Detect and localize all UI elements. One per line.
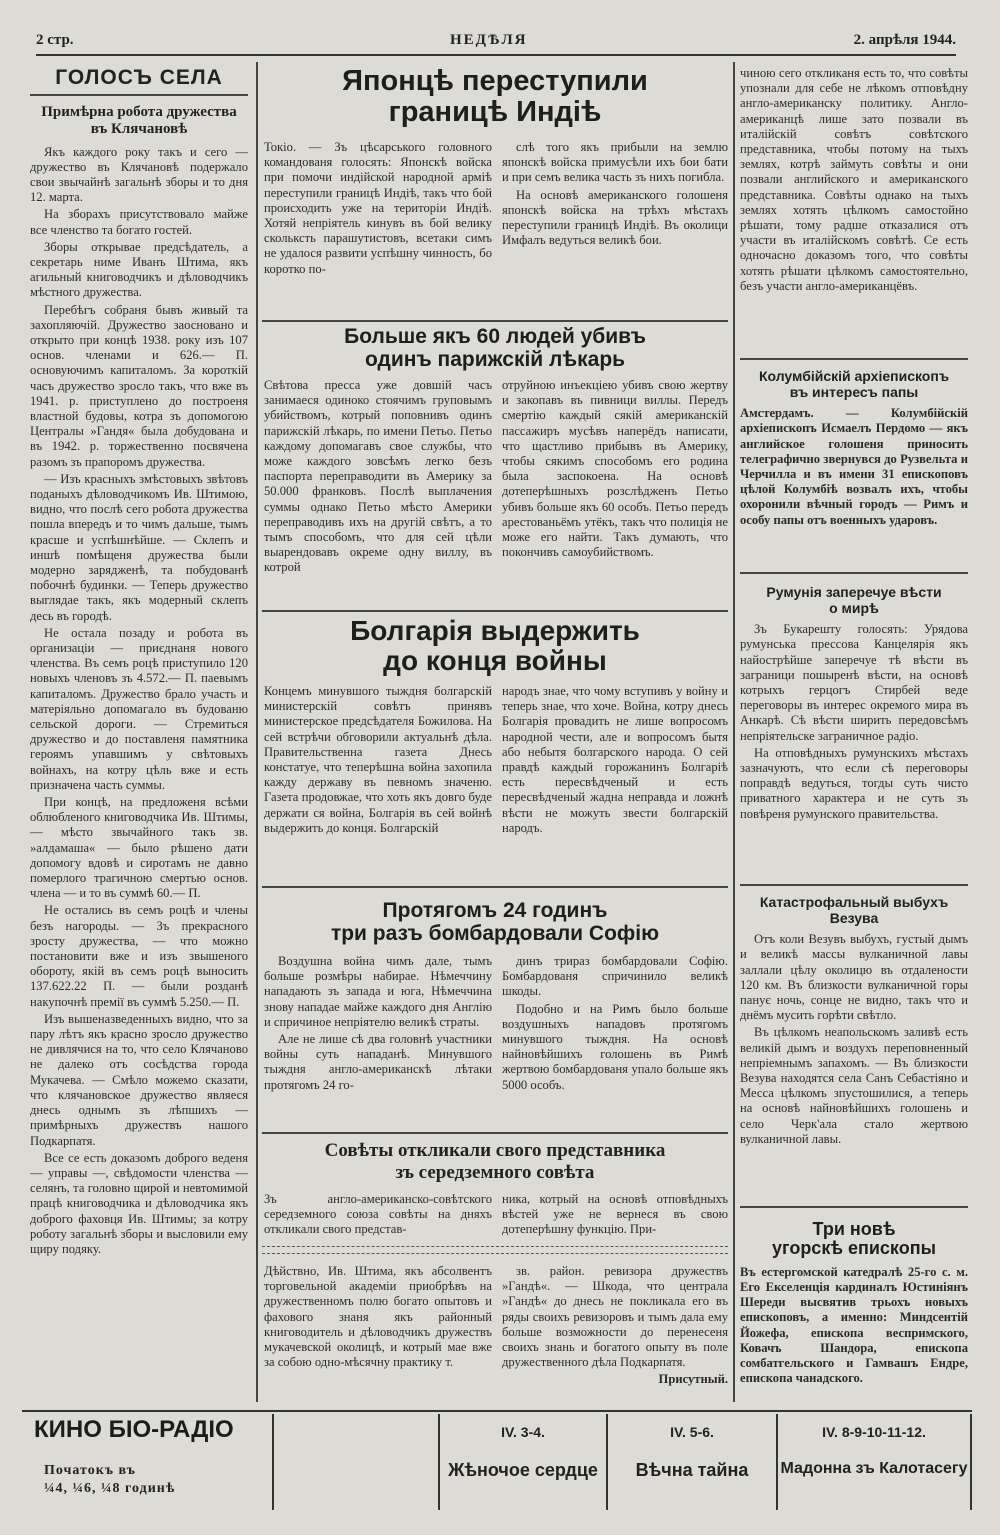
article-japan-col1: Токіо. — Зъ цѣсарського головного командованя голосять: Японскѣ войска при помочи индійской народной арміѣ переступили границѣ Индіѣ, такъ что бой происходить уже на територіи Индіѣ. Хотяй непріятель кинувъ въ бой велику скольксть парашутистовъ, всетаки симъ не удалося развити успѣшну чинность, бо коротко по- [264,140,492,276]
film-title: Жѣночое сердце [448,1460,598,1480]
article-doctor-col1: Свѣтова пресса уже довшій часъ занимаеся одиноко стоячимъ груповымъ убийствомъ, котрый поповнивъ одинъ парижскій лѣкарь, по имени Петьо. Петьо каждому допомагавъ свое службы, что може каждого зовсѣмъ легко безъ паспорта переправодити въ Америку за 50.000 франковъ. Послѣ выплачения суммы однако Петьо мѣсто Америки переправодивъ ихъ на другій свѣтъ, а то тымъ способомъ, что для сей цѣли выарендовавъ окреме одну виллу, въ котрой [264,378,492,575]
headline-line1: Три новѣ [812,1220,896,1239]
headline-line2: одинъ парижскій лѣкарь [364,347,626,371]
paragraph: Не остались въ семъ роцѣ и члены безъ нагороды. — Зъ прекрасного зросту дружества, — что можно постановити вже и изъ звышеного обороту, якій въ семъ роцѣ выносить 137.622.22 П. — были розданѣ накупочнѣ премії въ суммѣ 5.250.— П. [30,903,248,1009]
article-body: Въ естергомской катедралѣ 25-го с. м. Его Екселенція кардиналъ Юстиніянъ Шереди высвятив трьохъ новыхъ епископовъ, а именно: Миндсентій Йожефа, епископа веспримского, Ковачъ Шандора, епископа сомбатгельского и Гамвашъ Ендре, епископа чанадского. [740,1264,968,1386]
show-dates: IV. 8-9-10-11-12. [822,1424,926,1440]
section-title: ГОЛОСЪ СЕЛА [30,66,248,96]
article-body [740,932,968,1147]
article-sofia-heading [262,900,728,952]
column-rule-right [733,62,735,1402]
article-soviets-col2: ника, котрый на основѣ отповѣдныхъ вѣстей уже не вернеся въ свою дотеперѣшну функцію. При- [502,1192,728,1237]
show-dates: IV. 3-4. [501,1424,545,1440]
article-sofia-col2 [502,954,728,1134]
article-divider [740,884,968,886]
show-1 [438,1414,606,1510]
headline-line2: въ интересъ папы [789,384,919,401]
article-bishops [740,1220,968,1402]
film-title: Мадонна зъ Калотасегу [780,1460,968,1477]
page-header [36,30,956,56]
paragraph: Не остала позаду и робота въ организаціи — приєднаня нового членства. Въ семъ роцѣ приступило 120 новыхъ членовъ зъ 4.572.— П. паевымъ капиталомъ. Дружество брало участь и матеріяльно допомагало въ будованю сельской дороги. — Стремиться дружество и до поставленя памятника героямъ упавшимъ у свѣтовыхъ войнахъ, на котру цѣль вже и есть призначена часть суммы. [30,625,248,792]
show-2 [606,1414,776,1510]
article-divider [262,886,728,888]
paragraph: Зъ Букарешту голосять: Урядова румунська пресcова Канцелярія якъ найострѣйше заперечуе тѣ вѣсти въ заграници пошыренѣ вѣсти, на основѣ котрыхъ герцогъ Стирбей веде переговоры въ интерес окремого мира въ Анкарѣ. Сѣ вѣсти ширить передовсѣмъ непріятельске заграничное радіо. [740,622,968,743]
cinema-name: КИНО БІО-РАДІО [34,1416,234,1443]
article-divider [262,320,728,322]
article-signature: Присутный. [658,1372,728,1387]
article-title-line1: Примѣрна робота дружества [41,104,237,120]
article-romania [740,584,968,884]
headline-line1: Больше якъ 60 людей убивъ [344,326,646,348]
ad-top-rule [22,1410,972,1412]
article-title-line2: въ Клячановѣ [90,121,188,138]
headline-line1: Японцѣ переступили [342,66,648,97]
article-body [740,622,968,822]
headline-line1: Совѣты откликали свого представника [324,1140,666,1161]
article-colombia [740,368,968,568]
article-bulgaria-col1: Концемъ минувшого тыждня болгарскій министерскій совѣтъ принявъ министерское предсѣдателя Божилова. На сей встрѣчи обговорили актуальнѣ дѣла. Правительственна газета Днесь констатуе, что теперѣшна война захопила кажду державу въ певномъ значеню. Газета продовжае, что хоть якъ довго буде держати ся война, Болгарія въ сей войнѣ выдержить до конця. Болгарскій [264,684,492,835]
paragraph: На отповѣдныхъ румунскихъ мѣстахъ зазначують, что если сѣ переговоры поправдѣ ведуться, тогды суть чисто приватного характера и не суть зъ повѣреня румунского правительства. [740,745,968,821]
headline-line1: Протягомъ 24 годинъ [382,900,608,922]
issue-date: 2. апрѣля 1944. [853,32,956,48]
headline-line2: до конця войны [383,645,607,677]
paragraph: Перебѣгъ собраня бывъ живый та захопляючій. Дружество заосновано и открыто при концѣ 1938. року изъ 107 основ. членами и 626.— П. основуючимъ капиталомъ. За короткій часъ дружество зросло такъ, что вже въ 1941. р. приступлено до построеня властной будовы, котра зъ допомогою Централы »Гандя« была добудована и въ 1942. р. торжественно посвячена разомъ зъ прапоромъ дружества. [30,302,248,469]
headline-line2: угорскѣ епископы [772,1238,936,1259]
paragraph: слѣ того якъ прибыли на землю японскѣ войска примусѣли ихъ бои бати и при семъ велика часть зъ нихъ погибла. [502,140,728,185]
article-doctor-heading [262,326,728,376]
headline-line2: зъ середземного совѣта [395,1161,595,1183]
film-title: Вѣчна тайна [635,1460,749,1480]
headline-line1: Румунія заперечуе вѣсти [766,584,942,600]
article-sofia-col1 [264,954,492,1134]
headline-line2: о мирѣ [829,600,879,617]
page-number: 2 стр. [36,32,74,48]
article-divider [740,358,968,360]
paragraph: На зборахъ присутствовало майже все членство та богато гостей. [30,207,248,237]
headline-line2: границѣ Индіѣ [388,96,602,129]
column-rule-left [256,62,258,1402]
paragraph: Все се есть доказомъ доброго веденя — управы —, свѣдомости членства — селянъ, та головно щирой и невтомимой працѣ книговодчика и дѣловодчика якъ доброго фаховця Ив. Штимы; за котру роботу загальнѣ зборы и высловили ему щиру подяку. [30,1150,248,1256]
paragraph: Зборы открывае предсѣдатель, а секретарь ниме Иванъ Штима, якъ агильный книговодчикъ и дѣловодчикъ мѣстного дружества. [30,239,248,300]
article-bulgaria-col2: народъ знае, что чому вступивъ у войну и теперь знае, что хоче. Война, котру днесь Болгарія провадить не лише вопросомъ народной чести, але и вопросомъ бытя або небытя болгарского народа. О сей правдѣ каждый горожанинъ Болгаріѣ есть пересвѣдченый и есть пересвѣдченый жадна неправда и ложнѣ вѣсти не можуть звести болгарскій народъ. [502,684,728,835]
cinema-advertisement [22,1410,972,1510]
paragraph: Изъ вышеназведенныхъ видно, что за пару лѣтъ якъ красно зросло дружество не дивлячися на то, что село Клячаново не далеко отъ сосѣдства города Мукачева. — Смѣло можемо сказати, что клячановское дружество являеся днесь однымъ зъ лѣпшихъ — примѣрныхъ дружествъ нашого Подкарпатя. [30,1011,248,1148]
headline-line1: Колумбійскій архіепископъ [758,368,950,384]
newspaper-name: НЕДѢЛЯ [450,32,528,48]
article-vesuvius [740,894,968,1200]
paragraph: — Изъ красныхъ змѣстовыхъ звѣтовъ поданыхъ дѣловодчикомъ Ив. Штимою, видно, что послѣ сего робота дружества пошла впередъ и то чимъ дальше, тымъ красше и успѣшнѣйше. — Склепъ и иншѣ помѣщеня дружества были модерно зарядженѣ, та побудованѣ побочнѣ будинки. — Теперь дружество выглядае такъ, якъ модерный склепъ десь въ городѣ. [30,471,248,623]
left-column [30,66,248,1406]
article-body: Амстердамъ. — Колумбійскій архіепископъ Исмаелъ Пердомо — якъ английское голошеня приносить телеграфично звернувся до Рузвельта и Черчилла и въ имени 31 епископовъ цѣлой Колумбіѣ возвалъ ихъ, чтобы охоронили вѣчный городъ — Римъ и особу папы отъ военныхъ ударовъ. [740,406,968,527]
headline-line1: Катастрофальный выбухъ [759,894,949,910]
paragraph: Отъ коли Везувъ выбухъ, густый дымъ и великѣ массы вулканичной лавы заллали цѣлу околицю въ отдалености 120 км. Въ близкости вулканичной горы панує ночь, сонце не видно, такъ что и днёмъ мусить горѣти свѣтло. [740,932,968,1023]
article-soviets-col1: Зъ англо-американско-совѣтского середземного союза совѣты на дняхъ откликали свого представ- [264,1192,492,1237]
wave-divider [262,1244,728,1258]
divider-ornament [262,1246,728,1254]
right-article-cont: чиною сего откликаня есть то, что совѣты упознали для себе не лѣкомъ отповѣдну англо-американску политику. Англо-американцѣ лише зато позвали въ италійскій совѣтъ совѣтского представника, чтобы потому на тыхъ землях, котрѣ займуть совѣты и они позвали английского и американского представника. Совѣты однако на тыхъ землях хотять цѣлкомъ самостойно рѣшати, тому радше отказалися отъ участи въ италійскомъ совѣтѣ. Се есть одночасно доказомъ того, что совѣты хотять рѣшати цѣлкомъ самостоятельно, безъ участи англо-американцёвъ. [740,66,968,293]
article-doctor-col2: отруйною инъекціею убивъ свою жертву и закопавъ въ пивници виллы. Передъ смертію каждый сякій американскій пассажиръ мусѣвъ наперёдъ написати, что щастливо прибывъ въ Америку, чтобы сякимъ способомъ его родина была заспокоена. На основѣ дотеперѣшныхъ розслѣдженъ Петьо убивъ больше якъ 60 особъ. Петьо передъ арестованьёмъ утёкъ, такъ что полиція не може его найти. Такъ думають, что покончивъ самоубийствомъ. [502,378,728,560]
paragraph: зв. район. ревизора дружествъ »Гандѣ«. — Шкода, что централа »Гандѣ« до днесь не покликала его въ ряды своихъ ревизоровъ и тымъ дала ему больше возможности до перенесеня своихъ знань и богатого опыту въ поле дружественного дѣла Подкарпатя. [502,1264,728,1370]
article-cont-col2 [502,1264,728,1404]
article-divider [740,572,968,574]
show-3 [776,1414,972,1510]
article-soviets-heading [262,1140,728,1190]
showtimes [44,1462,175,1498]
headline-line2: Везува [829,910,879,927]
article-bulgaria-heading [262,616,728,686]
showtimes-label: Початокъ въ [44,1463,136,1478]
paragraph: Подобно и на Римъ было больше воздушныхъ нападовъ протягомъ минувшого тыждня. На основѣ найновѣйшихъ голошень въ Римѣ жертвою бомбардованя упало больше якъ 5000 особъ. [502,1001,728,1092]
show-1-frame [272,1414,438,1510]
showtimes-hours: ¼4, ¼6, ¼8 годинѣ [44,1481,176,1496]
show-dates: IV. 5-6. [670,1424,714,1440]
article-divider [262,610,728,612]
paragraph: Въ цѣлкомъ неапольскомъ заливѣ есть великій дымъ и воздухъ переповненный непріемнымъ запахомъ. — Въ близкости Везува находятся села Санъ Себастіяно и Месса цѣлкомъ зпустошилися, а теперь на основѣ найновѣйшихъ голошень и село Черк'ала стало жертвою вулканичной лавы. [740,1025,968,1146]
paragraph: Якъ каждого року такъ и сего — дружество въ Клячановѣ подержало свои звычайнѣ загальнѣ зборы и то дня 12. марта. [30,144,248,205]
article-body [30,145,248,1258]
headline-line2: три разъ бомбардовали Софію [330,921,660,945]
paragraph: На основѣ американского голошеня японскѣ войска на трѣхъ мѣстахъ переступили границѣ Индіѣ. Въ околици Имфалъ ведуться великѣ бои. [502,187,728,248]
article-divider [262,1132,728,1134]
paragraph: Воздушна война чимъ дале, тымъ больше розмѣры набирае. Нѣмеччину нападають зъ запада и юга, Нѣмеччина знову нападае майже каждого дня Англію и спричиное непріятелю великѣ страты. [264,954,492,1029]
headline-line1: Болгарія выдержить [350,616,640,646]
paragraph: Але не лише сѣ два головнѣ участники войны суть нападанѣ. Минувшого тыждня англо-американскѣ лѣтаки протягомъ 24 го- [264,1032,492,1092]
paragraph: При концѣ, на предложеня всѣми облюбленого книговодчика Ив. Штимы, — мѣсто звычайного такъ зв. »алдамаша« — было рѣшено дати допомогу вдовѣ и сиротамъ не давно померлого трагичною смертью основ. члена — и то въ суммѣ 60.— П. [30,795,248,901]
article-japan-col2 [502,140,728,320]
article-cont-col1: Дѣйствно, Ив. Штима, якъ абсолвентъ торговельной академіи приобрѣвъ на дружественномъ полю богато опытовъ и фахового знаня якъ районный книговодитель и дѣловодчикъ дружествъ мукачевской околицѣ, и котрый мае вже за собою одно-мѣсячну практику т. [264,1264,492,1370]
paragraph: динъ трираз бомбардовали Софію. Бомбардованя спричинило великѣ шкоды. [502,954,728,999]
article-divider [740,1206,968,1208]
